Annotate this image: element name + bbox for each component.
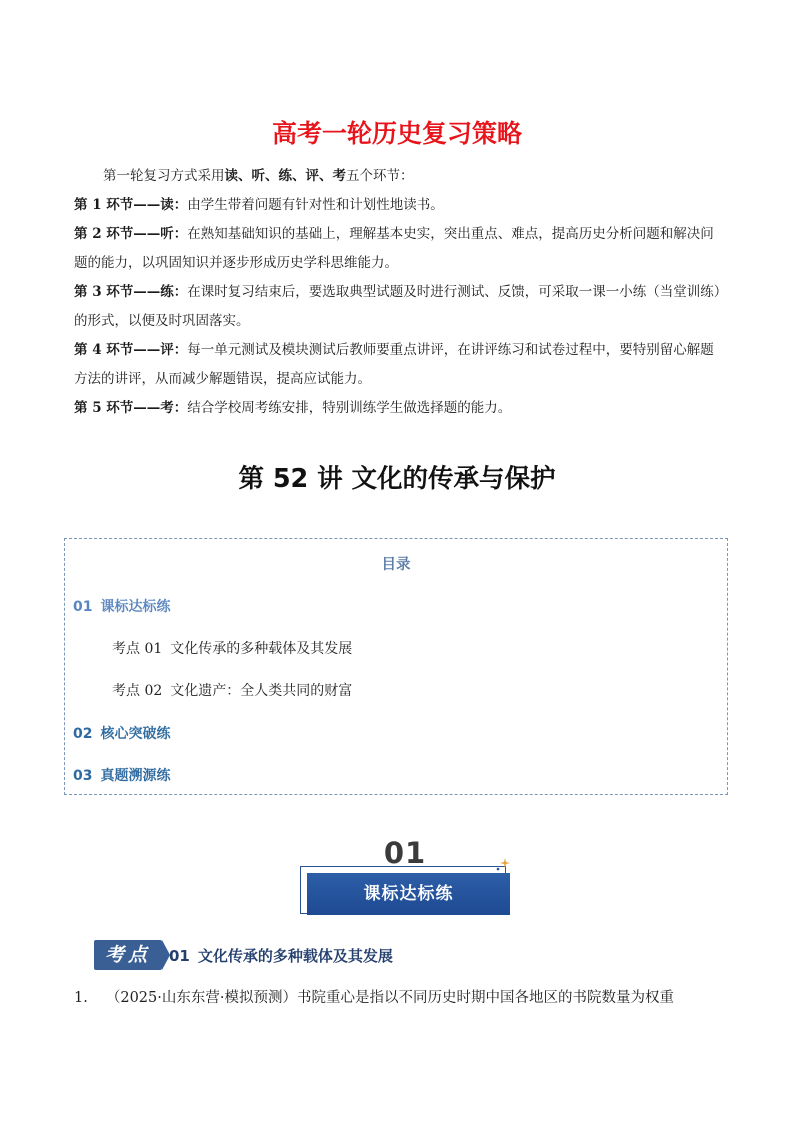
step-label: 第 2 环节——听： xyxy=(74,226,188,242)
kaodian-text: 文化传承的多种载体及其发展 xyxy=(197,947,393,965)
step-label: 第 1 环节——读： xyxy=(74,197,188,213)
step-text: 在熟知基础知识的基础上，理解基本史实，突出重点、难点，提高历史分析问题和解决问题的能力，以巩固知识并逐步形成历史学科思维能力。 xyxy=(74,226,714,271)
toc-item-kaodian-02[interactable] xyxy=(112,680,352,700)
toc-item-02[interactable] xyxy=(73,723,170,743)
intro-opening-prefix: 第一轮复习方式采用 xyxy=(103,168,225,184)
step-4 xyxy=(74,336,726,394)
kaodian-heading xyxy=(94,940,734,972)
question-text: （2025·山东东营·模拟预测）书院重心是指以不同历史时期中国各地区的书院数量为权重 xyxy=(105,990,674,1006)
intro-section xyxy=(74,162,726,423)
intro-opening-bold: 读、听、练、评、考 xyxy=(224,168,346,184)
toc-item-kaodian-01[interactable] xyxy=(112,638,352,658)
toc-item-label: 文化遗产：全人类共同的财富 xyxy=(170,683,353,699)
page-title: 高考一轮历史复习策略 xyxy=(271,119,522,148)
section-banner xyxy=(298,836,518,926)
toc-item-number: 03 xyxy=(73,768,93,784)
toc-heading: 目录 xyxy=(381,557,411,573)
toc-item-03[interactable] xyxy=(73,765,170,785)
kaodian-tag: 考点 xyxy=(94,940,162,970)
step-label: 第 3 环节——练： xyxy=(74,284,188,300)
step-5 xyxy=(74,394,726,423)
step-label: 第 4 环节——评： xyxy=(74,342,188,358)
table-of-contents xyxy=(64,538,728,795)
toc-item-label: 文化传承的多种载体及其发展 xyxy=(170,641,353,657)
step-text: 在课时复习结束后，要选取典型试题及时进行测试、反馈，可采取一课一小练（当堂训练）的形式，以便及时巩固落实。 xyxy=(74,284,721,329)
kaodian-number: 01 xyxy=(169,947,190,965)
toc-item-label: 课标达标练 xyxy=(100,599,171,615)
intro-opening xyxy=(74,162,726,191)
toc-item-number: 考点 01 xyxy=(112,641,163,657)
toc-item-number: 02 xyxy=(73,726,93,742)
section-label: 课标达标练 xyxy=(307,873,510,915)
intro-opening-suffix: 五个环节： xyxy=(346,168,414,184)
toc-item-number: 01 xyxy=(73,599,93,615)
section-number: 01 xyxy=(383,836,427,870)
step-text: 由学生带着问题有针对性和计划性地读书。 xyxy=(187,197,444,213)
step-text: 每一单元测试及模块测试后教师要重点讲评，在讲评练习和试卷过程中，要特别留心解题方法的讲评，从而减少解题错误，提高应试能力。 xyxy=(74,342,714,387)
step-label: 第 5 环节——考： xyxy=(74,400,188,416)
toc-item-label: 真题溯源练 xyxy=(100,768,171,784)
question-number: 1. xyxy=(74,990,88,1006)
toc-item-01[interactable] xyxy=(73,596,170,616)
step-text: 结合学校周考练安排，特别训练学生做选择题的能力。 xyxy=(187,400,512,416)
kaodian-title xyxy=(169,945,393,966)
question-1 xyxy=(74,986,674,1007)
toc-item-label: 核心突破练 xyxy=(100,726,171,742)
sparkle-icon xyxy=(494,856,512,872)
step-2 xyxy=(74,220,726,278)
step-3 xyxy=(74,278,726,336)
step-1 xyxy=(74,191,726,220)
toc-item-number: 考点 02 xyxy=(112,683,163,699)
lecture-title: 第 52 讲 文化的传承与保护 xyxy=(238,464,556,494)
